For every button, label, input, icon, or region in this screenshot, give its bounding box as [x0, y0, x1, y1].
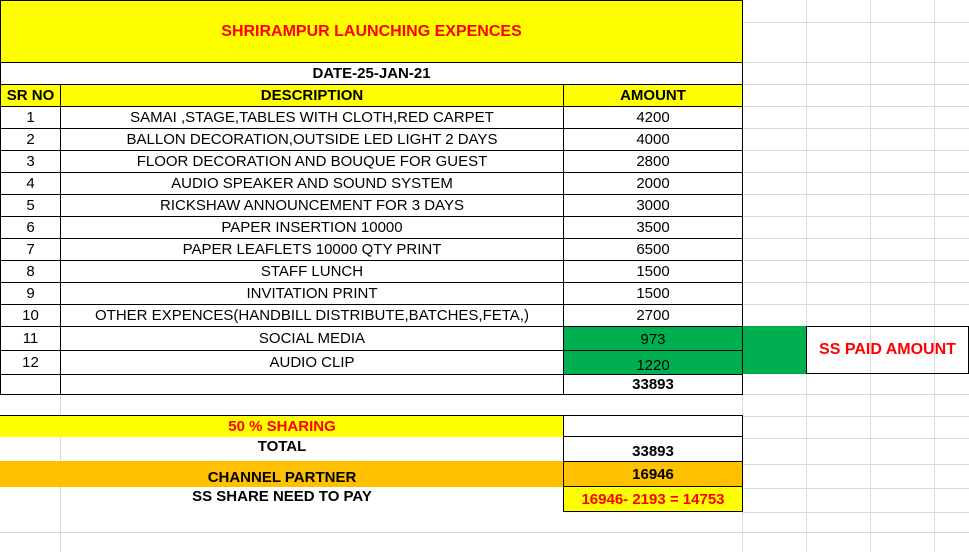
row-amount: 2000 [563, 172, 743, 195]
row-amount: 1500 [563, 260, 743, 283]
sheet-date: DATE-25-JAN-21 [0, 62, 743, 85]
row-sr: 7 [0, 238, 61, 261]
channel-partner-label: CHANNEL PARTNER [0, 461, 564, 487]
row-amount: 6500 [563, 238, 743, 261]
row-sr: 10 [0, 304, 61, 327]
header-description: DESCRIPTION [60, 84, 564, 107]
row-description: SOCIAL MEDIA [60, 326, 564, 351]
sharing-value [563, 415, 743, 437]
row-amount: 1500 [563, 282, 743, 305]
row-amount: 973 [563, 326, 743, 351]
sheet-title: SHRIRAMPUR LAUNCHING EXPENCES [0, 0, 743, 63]
row-sr: 11 [0, 326, 61, 351]
row-sr: 1 [0, 106, 61, 129]
row-description: AUDIO SPEAKER AND SOUND SYSTEM [60, 172, 564, 195]
channel-partner-value: 16946 [563, 461, 743, 487]
total-label: TOTAL [257, 438, 307, 455]
row-amount: 4000 [563, 128, 743, 151]
row-description: PAPER INSERTION 10000 [60, 216, 564, 239]
subtotal-blank [0, 374, 61, 395]
row-description: FLOOR DECORATION AND BOUQUE FOR GUEST [60, 150, 564, 173]
row-description: BALLON DECORATION,OUTSIDE LED LIGHT 2 DAYS [60, 128, 564, 151]
sharing-label: 50 % SHARING [0, 415, 564, 437]
total-value: 33893 [563, 436, 743, 462]
row-sr: 2 [0, 128, 61, 151]
row-description: INVITATION PRINT [60, 282, 564, 305]
row-amount: 3500 [563, 216, 743, 239]
row-amount: 2800 [563, 150, 743, 173]
row-description: PAPER LEAFLETS 10000 QTY PRINT [60, 238, 564, 261]
ss-paid-marker [743, 326, 807, 374]
ss-share-label: SS SHARE NEED TO PAY [192, 488, 372, 505]
row-description: AUDIO CLIP [60, 350, 564, 375]
row-description: STAFF LUNCH [60, 260, 564, 283]
row-amount: 2700 [563, 304, 743, 327]
header-amount: AMOUNT [563, 84, 743, 107]
row-sr: 5 [0, 194, 61, 217]
row-amount: 4200 [563, 106, 743, 129]
row-sr: 9 [0, 282, 61, 305]
row-sr: 6 [0, 216, 61, 239]
row-description: OTHER EXPENCES(HANDBILL DISTRIBUTE,BATCHES,FETA,) [60, 304, 564, 327]
row-amount: 1220 [563, 350, 743, 375]
subtotal-value: 33893 [563, 374, 743, 395]
row-sr: 4 [0, 172, 61, 195]
row-sr: 12 [0, 350, 61, 375]
row-sr: 8 [0, 260, 61, 283]
row-description: SAMAI ,STAGE,TABLES WITH CLOTH,RED CARPET [60, 106, 564, 129]
row-amount: 3000 [563, 194, 743, 217]
header-sr-no: SR NO [0, 84, 61, 107]
ss-paid-label: SS PAID AMOUNT [806, 326, 969, 374]
row-description: RICKSHAW ANNOUNCEMENT FOR 3 DAYS [60, 194, 564, 217]
subtotal-blank [60, 374, 564, 395]
ss-share-value: 16946- 2193 = 14753 [563, 486, 743, 512]
row-sr: 3 [0, 150, 61, 173]
